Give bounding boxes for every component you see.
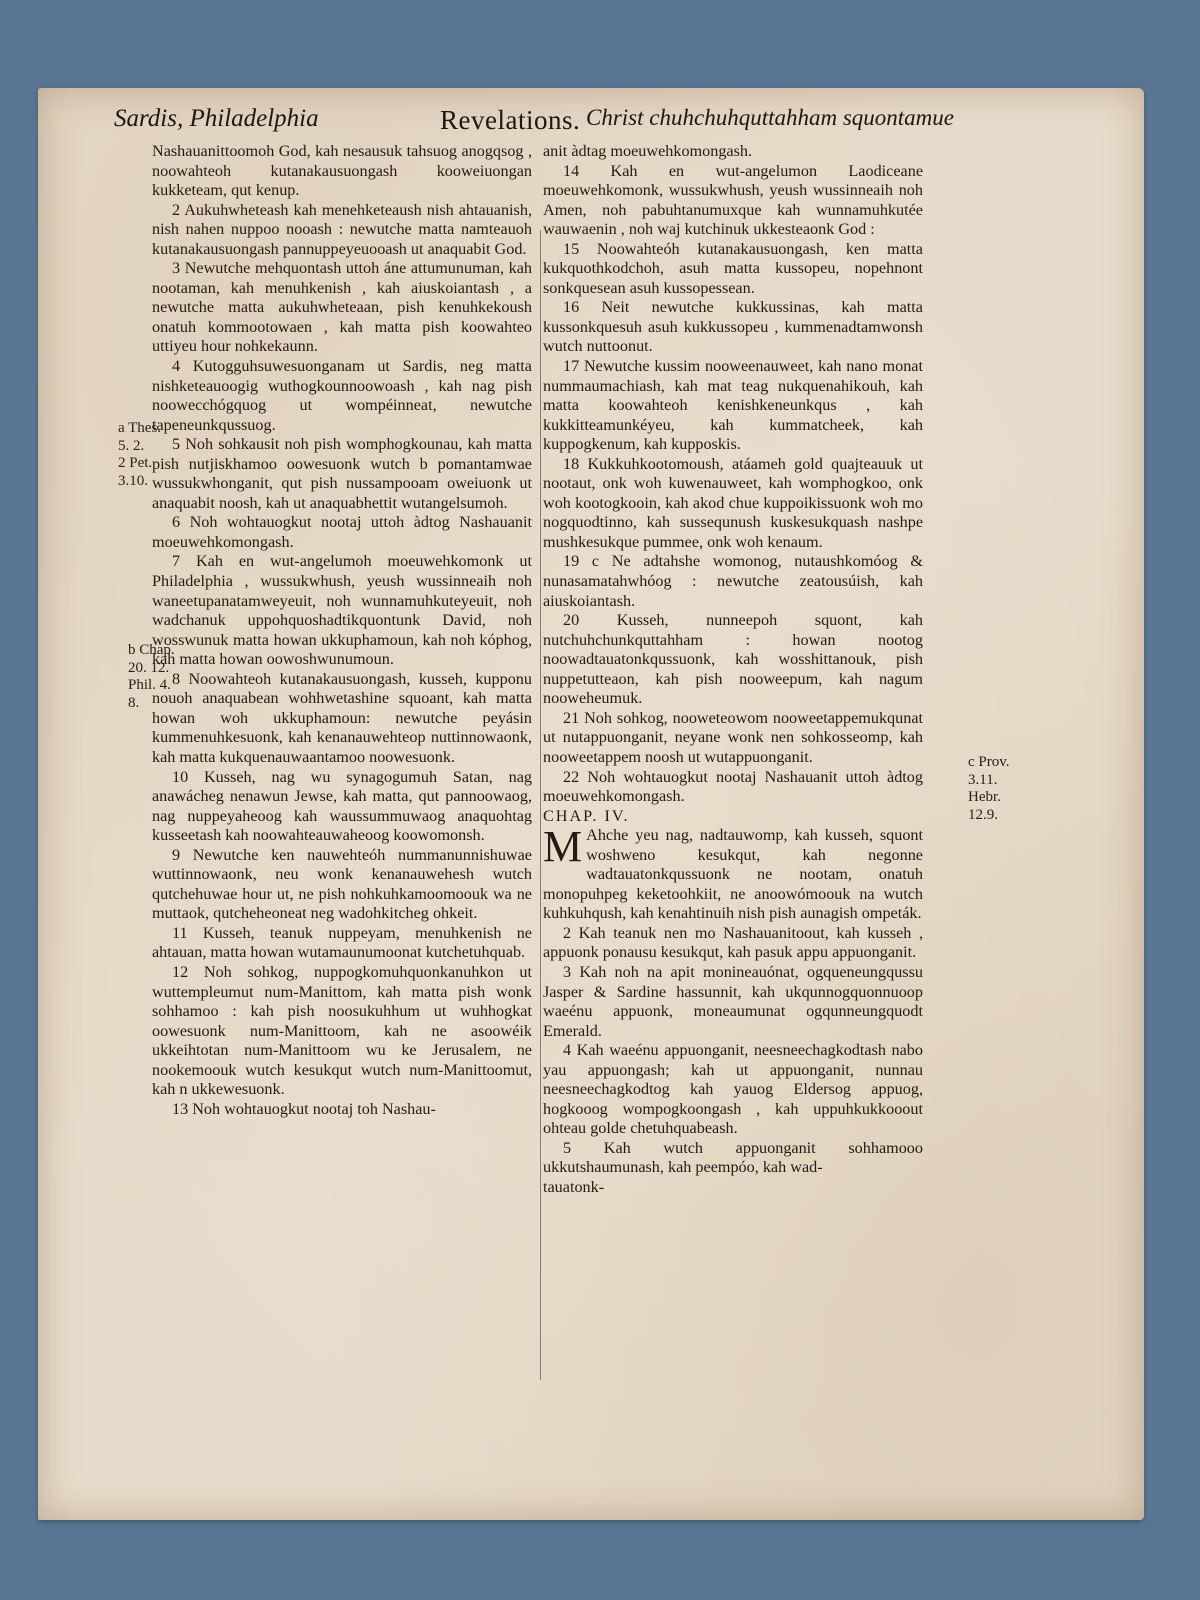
right-paragraph: 17 Newutche kussim nooweenauweet, kah nano monat nummaumachiash, kah mat teag nukquenahikouh, kah matta koowahteoh kenishkeneunkqus , kah kukkitteamunkéyeu, kah kummatcheek, kah kuppogkenum, kah kupposkis.	[543, 357, 923, 454]
right-column	[543, 142, 923, 1198]
header-left: Sardis, Philadelphia	[114, 105, 319, 132]
left-paragraph: 12 Noh sohkog, nuppogkomuhquonkanuhkon ut wuttempleumut num-Manittom, kah matta pish wonk sohhamoo : kah pish noosukuhhum ut wuhhogkat oowesuonk num-Manittoom, kah ne asoowéik ukkeihtotan num-Manittoom wu ke Jerusalem, ne nookemoouk wutch kesukqut wutch num-Manittoomut, kah n ukkewesuonk.	[152, 962, 532, 1099]
right-paragraph: 14 Kah en wut-angelumon Laodiceane moeuwehkomonk, wussukwhush, yeush wussinneaih noh Amen, noh pabuhtanumuxque kah wunnamuhkutée wauwaenin , noh waj kutchinuk ukkesteaonk God :	[543, 161, 923, 239]
left-paragraph: 2 Aukuhwheteash kah menehketeaush nish ahtauanish, nish nahen nuppoo nooash : newutche matta namteauoh kutanakausuongash pannuppeyeuooash ut anaquabit God.	[152, 200, 532, 258]
chapter-paragraph: 5 Kah wutch appuonganit sohhamooo ukkutshaumunash, kah peempóo, kah wad-	[543, 1138, 923, 1177]
margin-note-chap: b Chap. 20. 12. Phil. 4. 8.	[128, 642, 175, 711]
header-center: Revelations.	[440, 105, 581, 135]
right-paragraph: 22 Noh wohtauogkut nootaj Nashauanit uttoh àdtog moeuwehkomongash.	[543, 767, 923, 806]
running-header	[0, 105, 1200, 139]
right-paragraph: 19 c Ne adtahshe womonog, nutaushkomóog & nunasamatahwhóog : newutche zeatousúish, kah aiuskoiantash.	[543, 552, 923, 610]
left-paragraph: 11 Kusseh, teanuk nuppeyam, menuhkenish ne ahtauan, matta howan wutamaunumoonat kutchetuhquab.	[152, 923, 532, 962]
chapter-paragraph: 3 Kah noh na apit monineauónat, ogqueneungqussu Jasper & Sardine hassunnit, kah ukqunnogquonnuoop waeénu appuonk, moneaumunat ogqunneungquodt Emerald.	[543, 962, 923, 1040]
right-paragraph: anit àdtag moeuwehkomongash.	[543, 142, 753, 160]
margin-note-thes: a Thes. 5. 2. 2 Pet. 3.10.	[118, 420, 162, 489]
right-paragraph: 15 Noowahteóh kutanakausuongash, ken matta kukquothkodchoh, asuh matta kussopeu, nopehnont sonkquesean asuh kussopessean.	[543, 239, 923, 297]
margin-note-prov: c Prov. 3.11. Hebr. 12.9.	[968, 754, 1010, 823]
drop-cap: M	[543, 822, 583, 872]
left-paragraph: 5 Noh sohkausit noh pish womphogkounau, kah matta pish nutjiskhamoo oowesuonk wutch b pomantamwae wussukwhonganit, qut pish nussampooam oweiuonk ut anaquabit noosh, kah ut anaquabhettit wutangelsumoh.	[152, 435, 532, 512]
chapter-paragraph-text: Ahche yeu nag, nadtauwomp, kah kusseh, squont woshweno kesukqut, kah negonne wadtauatonkqussuonk ne nootam, onatuh monopuhpeg keketoohkiit, ne anoowómoouk na wutch kuhkuhqush, kah kenahtinuih nish pish aunagish ompeták.	[543, 826, 923, 923]
left-paragraph: 3 Newutche mehquontash uttoh áne attumunuman, kah nootaman, kah menuhkenish , kah aiuskoiantash , a newutche matta aukuhwheteaan, pish kenuhkekoush onatuh kommootowaen , kah matta pish koowahteo uttiyeu hour nohkekaunn.	[152, 259, 532, 356]
right-paragraph: 16 Neit newutche kukkussinas, kah matta kussonkquesuh asuh kukkussopeu , kummenadtamwonsh wutch nuttoonut.	[543, 298, 923, 356]
chapter-paragraph: 4 Kah waeénu appuonganit, neesneechagkodtash nabo yau appuongash; kah ut appuonganit, nunnau neesneechagkodtog kah yauog Eldersog appuog, hogkooog wompogkoongash , kah uppuhkukkooout ohteau golde chetuhquabeash.	[543, 1041, 923, 1138]
left-paragraph: 13 Noh wohtauogkut nootaj toh Nashau-	[172, 1099, 436, 1118]
right-paragraph: 21 Noh sohkog, nooweteowom nooweetappemukqunat ut nutappuonganit, neyane wonk nen sohkosseomp, kah nooweetappem noosh ut wutappuonganit.	[543, 708, 923, 766]
left-paragraph: 7 Kah en wut-angelumoh moeuwehkomonk ut Philadelphia , wussukwhush, yeush wussinneaih noh waneetupanatamweyeuit, noh wunnamuhkuteyeuit, noh wadchanuk uppohquoshadtikquontunk David, noh wosswunuk matta howan ukkuphamoun, kah noh kóphog, kah matta howan oowoshwunumoun.	[152, 552, 532, 669]
left-paragraph: 10 Kusseh, nag wu synagogumuh Satan, nag anawácheg nenawun Jewse, kah matta, qut pannoowaog, nag nuppeyaheoog kah waussummuwaog anaquohtag kusseetash kah noowahteauwaheoog koowomonsh.	[152, 767, 532, 845]
catchword: tauatonk-	[543, 1177, 605, 1196]
chapter-first-paragraph	[543, 822, 923, 924]
chapter-heading: CHAP. IV.	[543, 806, 630, 825]
chapter-paragraph: 2 Kah teanuk nen mo Nashauanitoout, kah kusseh , appuonk ponausu kesukqut, kah pasuk appu appuonganit.	[543, 923, 923, 962]
left-paragraph: 8 Noowahteoh kutanakausuongash, kusseh, kupponu nouoh anaquabean wohhwetashine squoant, kah matta howan woh ukkuphamoun: newutche peyásin kummenuhkesuonk, kah kenanauwehteop nuttinnowaonk, kah matta kukquenauwaantamoo noowesuonk.	[152, 669, 532, 766]
column-divider	[540, 230, 541, 1380]
left-paragraph: Nashauanittoomoh God, kah nesausuk tahsuog anogqsog , noowahteoh kutanakausuongash kooweiuongan kukketeam, qut kenup.	[152, 142, 532, 200]
left-paragraph: 6 Noh wohtauogkut nootaj uttoh àdtog Nashauanit moeuwehkomongash.	[152, 513, 532, 551]
header-right: Christ chuhchuhquttahham squontamue	[586, 105, 954, 130]
right-paragraph: 18 Kukkuhkootomoush, atáameh gold quajteauuk ut nootaut, onk woh kuwenauweet, kah womphogkoo, onk woh kootogkooin, kah akod chue kuppoikissuonk woh mo nogquodtinno, kah sussequnush kuskesukquash nashpe mushkesukque pummee, onk woh kenaum.	[543, 454, 923, 551]
left-column	[152, 142, 532, 1119]
right-paragraph: 20 Kusseh, nunneepoh squont, kah nutchuhchunkquttahham : howan nootog noowadtauatonkqussuonk, kah wosshittanouk, pish nuppetutteaon, kah pish nooweepum, kah nagum nooweheumuk.	[543, 611, 923, 708]
left-paragraph: 4 Kutogguhsuwesuonganam ut Sardis, neg matta nishketeauoogig wuthogkounnoowoash , kah nag pish noowecchógquog ut wompéinneat, newutche tapeneunkqussuog.	[152, 357, 532, 434]
left-paragraph: 9 Newutche ken nauwehteóh nummanunnishuwae wuttinnowaonk, neu wonk kenanauwehesh wutch qutchehuwae hour ut, ne pish nohkuhkamoomoouk wa ne muttaok, qutcheheoneat neg wadohkitcheg ohkeit.	[152, 845, 532, 923]
